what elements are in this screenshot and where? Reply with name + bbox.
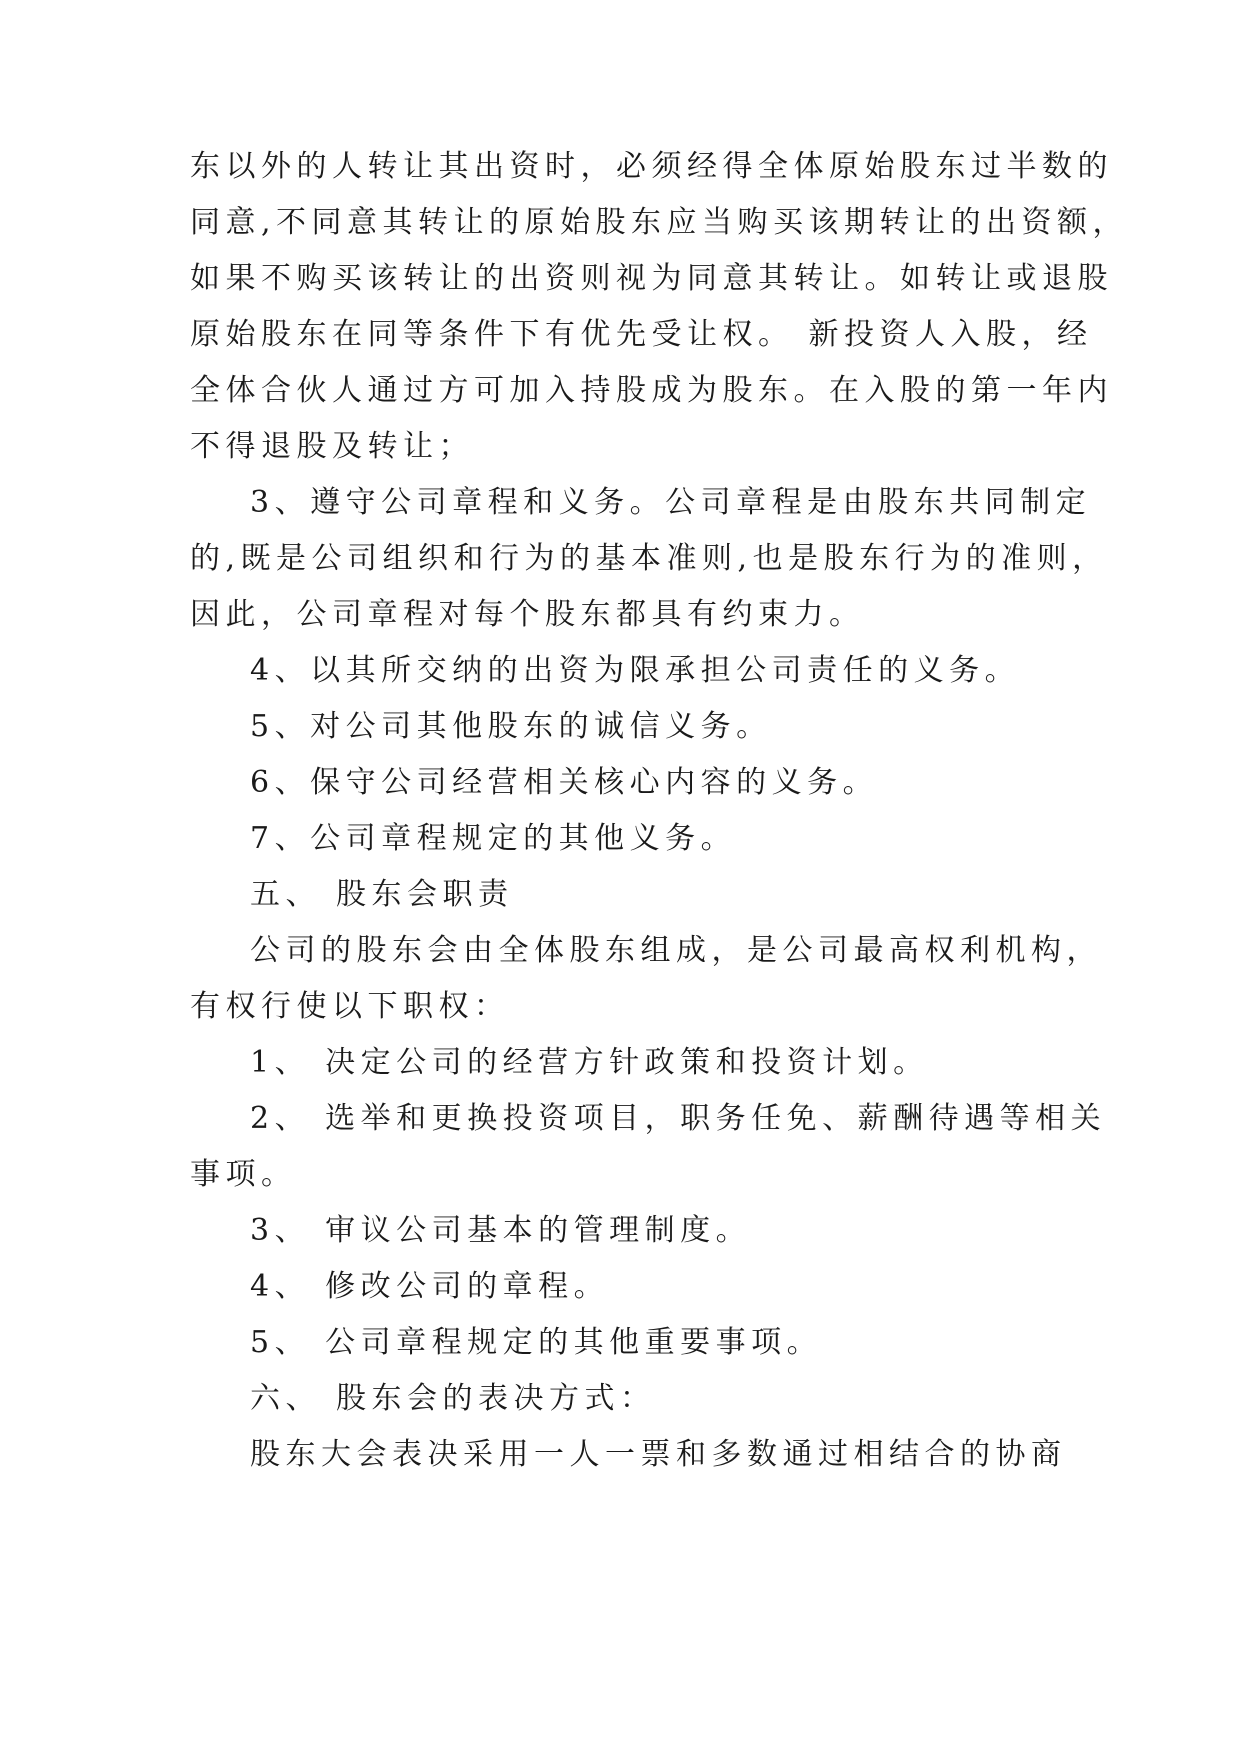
text-line: 的,既是公司组织和行为的基本准则,也是股东行为的准则，: [190, 541, 1108, 576]
text-line: 5、对公司其他股东的诚信义务。: [250, 709, 772, 744]
text-line: 2、 选举和更换投资项目，职务任免、薪酬待遇等相关: [250, 1101, 1107, 1136]
text-line: 3、遵守公司章程和义务。公司章程是由股东共同制定: [250, 485, 1092, 520]
text-line: 3、 审议公司基本的管理制度。: [250, 1213, 752, 1248]
text-line: 5、 公司章程规定的其他重要事项。: [250, 1325, 823, 1360]
text-line: 公司的股东会由全体股东组成，是公司最高权利机构，: [250, 933, 1102, 968]
text-line: 7、公司章程规定的其他义务。: [250, 821, 737, 856]
text-line: 4、以其所交纳的出资为限承担公司责任的义务。: [250, 653, 1021, 688]
text-line: 如果不购买该转让的出资则视为同意其转让。如转让或退股: [190, 261, 1113, 296]
text-line: 同意,不同意其转让的原始股东应当购买该期转让的出资额，: [190, 205, 1129, 240]
text-line: 东以外的人转让其出资时，必须经得全体原始股东过半数的: [190, 149, 1113, 184]
text-line: 1、 决定公司的经营方针政策和投资计划。: [250, 1045, 929, 1080]
text-line: 全体合伙人通过方可加入持股成为股东。在入股的第一年内: [190, 373, 1113, 408]
text-line: 有权行使以下职权：: [190, 989, 510, 1024]
section-heading: 五、 股东会职责: [250, 877, 514, 912]
text-line: 因此，公司章程对每个股东都具有约束力。: [190, 597, 865, 632]
text-line: 不得退股及转让；: [190, 429, 474, 464]
text-line: 6、保守公司经营相关核心内容的义务。: [250, 765, 879, 800]
text-line: 股东大会表决采用一人一票和多数通过相结合的协商: [250, 1437, 1067, 1472]
text-line: 原始股东在同等条件下有优先受让权。 新投资人入股，经: [190, 317, 1093, 352]
section-heading: 六、 股东会的表决方式：: [250, 1381, 656, 1416]
text-line: 事项。: [190, 1157, 297, 1192]
text-line: 4、 修改公司的章程。: [250, 1269, 610, 1304]
